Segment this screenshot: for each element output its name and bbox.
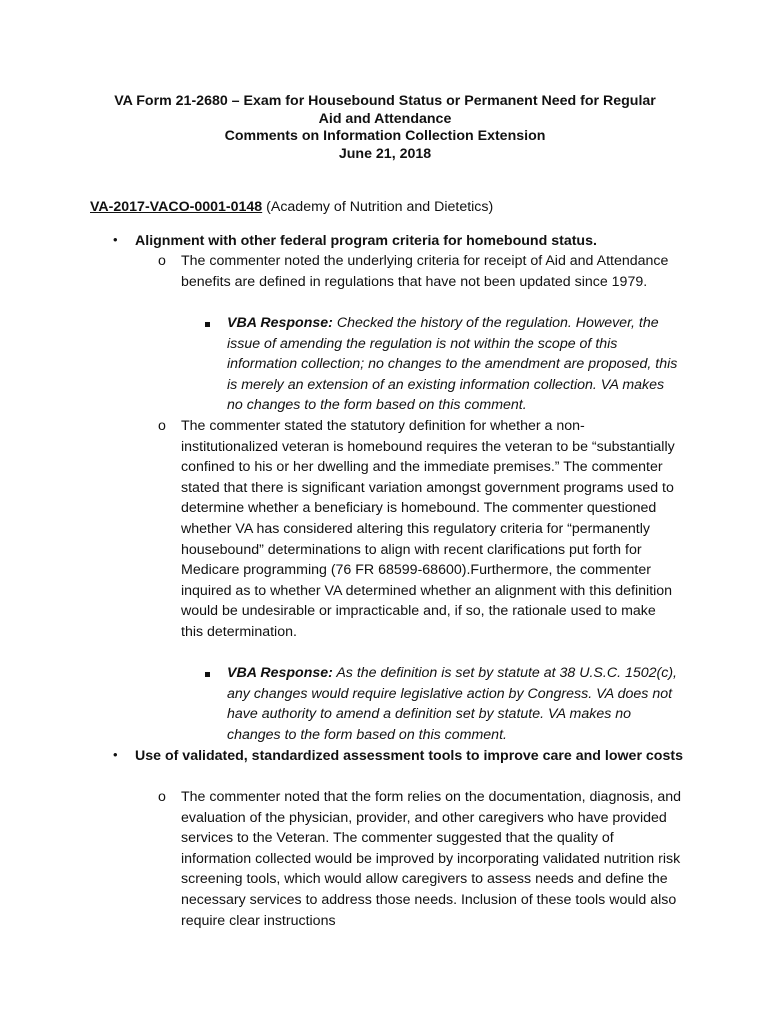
vba-response-1-2 [227,663,683,745]
sub-bullet-icon: o [158,253,166,269]
sub-bullet-icon: o [158,789,166,805]
comment-text-2-1: The commenter noted that the form relies on the documentation, diagnosis, and evaluation of the physician, provider, and other caregivers who have provided services to the Veteran. The commenter suggested that the quality of information collected would be improved by incorporating validated nutrition risk screening tools, which would allow caregivers to assess needs and define the necessary services to address those needs. Inclusion of these tools would also require clear instructions [181,789,682,929]
title-date: June 21, 2018 [338,145,432,162]
response-text: Checked the history of the regulation. However, the issue of amending the regulation is not within the scope of this information collection; no changes to the amendment are proposed, this is merely an extension of an existing information collection. VA makes no changes to the form based on this comment. [227,315,678,414]
document-title [80,93,690,163]
comment-text-1-2: The commenter stated the statutory definition for whether a non-institutionalized veteran is homebound requires the veteran to be “substantially confined to his or her dwelling and the immediate premises.” The commenter stated that there is significant variation amongst government programs used to determine whether a beneficiary is homebound. The commenter questioned whether VA has considered altering this regulatory criteria for “permanently housebound” determinations to align with recent clarifications put forth for Medicare programming (76 FR 68599-68600).Furthermore, the commenter inquired as to whether VA determined whether an alignment with this definition would be undesirable or impracticable and, if so, the rationale used to make this determination. [181,418,675,640]
bullet-icon: • [113,747,118,762]
docket-reference [90,197,493,218]
title-line-1: VA Form 21-2680 – Exam for Housebound Status or Permanent Need for Regular [114,93,656,109]
vba-response-1-1 [227,313,682,416]
square-bullet-icon [205,663,210,684]
comment-text-1-1: The commenter noted the underlying criteria for receipt of Aid and Attendance benefits are defined in regulations that have not been updated since 1979. [181,253,669,290]
square-bullet-icon [205,313,210,334]
title-line-3: Comments on Information Collection Extension [224,128,546,144]
bullet-icon: • [113,232,118,247]
title-line-2: Aid and Attendance [318,110,452,127]
docket-id: VA-2017-VACO-0001-0148 [90,199,263,215]
sub-bullet-icon: o [158,418,166,434]
section-heading-2: Use of validated, standardized assessment tools to improve care and lower costs [135,748,683,764]
response-label: VBA Response: [227,315,333,331]
section-heading-1: Alignment with other federal program criteria for homebound status. [135,233,597,249]
response-label: VBA Response: [227,665,333,681]
docket-organization: (Academy of Nutrition and Dietetics) [262,199,494,215]
response-text: As the definition is set by statute at 38 U.S.C. 1502(c), any changes would require legislative action by Congress. VA does not have authority to amend a definition set by statute. VA makes no changes to the form based on this comment. [227,665,677,743]
